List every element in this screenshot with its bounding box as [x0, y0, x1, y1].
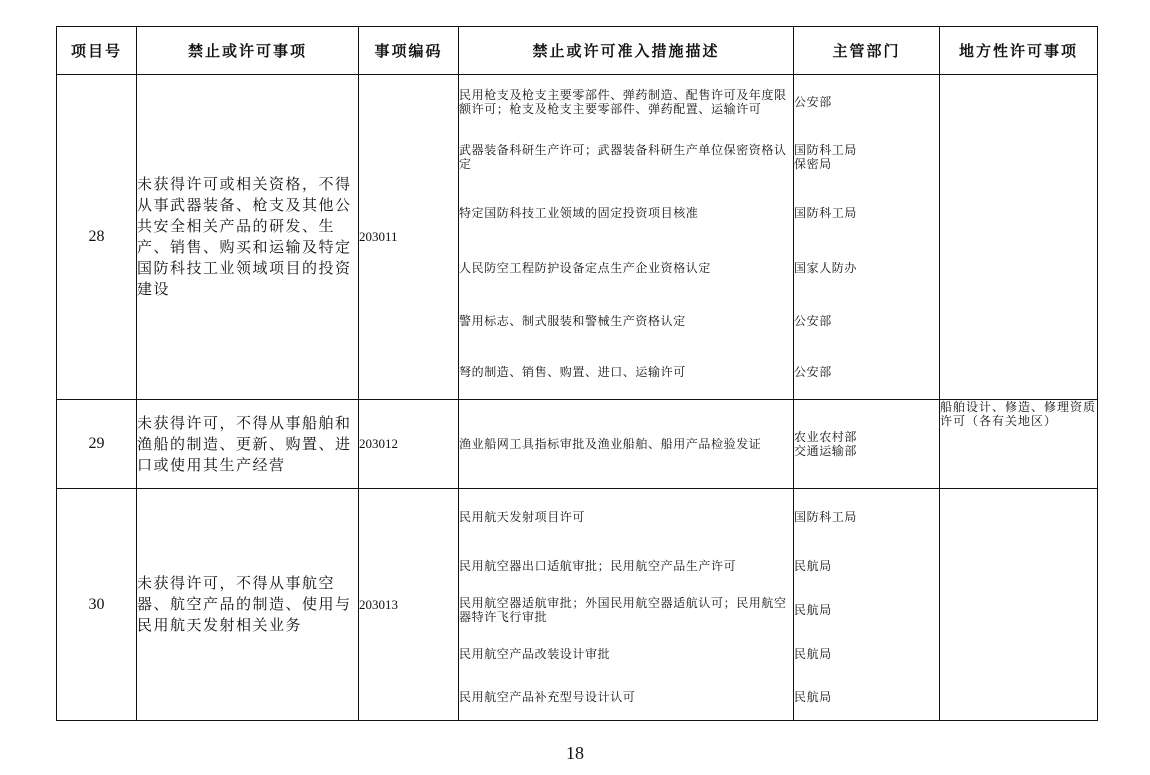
measure-description: 民用航天发射项目许可: [459, 510, 586, 524]
department: 国防科工局: [794, 205, 858, 220]
measure-description: 特定国防科技工业领域的固定投资项目核准: [459, 205, 699, 220]
measure-description: 民用航空器出口适航审批；民用航空产品生产许可: [459, 559, 737, 573]
header-item-name: 禁止或许可事项: [137, 27, 359, 75]
department: 民航局: [794, 603, 832, 617]
measure-description: 民用航空产品补充型号设计认可: [459, 690, 636, 704]
header-local-license: 地方性许可事项: [940, 27, 1098, 75]
item-name: 未获得许可或相关资格，不得从事武器装备、枪支及其他公共安全相关产品的研发、生产、销售、购买和运输及特定国防科技工业领域项目的投资建设: [137, 75, 359, 400]
page-number: 18: [566, 743, 584, 763]
department: 农业农村部 交通运输部: [794, 430, 858, 458]
local-license: [940, 75, 1098, 400]
item-code: 203012: [359, 400, 459, 489]
table-row: [57, 75, 1098, 400]
department-cell: [794, 489, 940, 721]
item-code: 203013: [359, 489, 459, 721]
measure-description: 弩的制造、销售、购置、进口、运输许可: [459, 365, 686, 379]
header-item-number: 项目号: [57, 27, 137, 75]
measure-description: 人民防空工程防护设备定点生产企业资格认定: [459, 260, 712, 275]
header-item-code: 事项编码: [359, 27, 459, 75]
measure-description: 渔业船网工具指标审批及渔业船舶、船用产品检验发证: [459, 437, 762, 451]
header-department: 主管部门: [794, 27, 940, 75]
regulation-table: [56, 26, 1098, 721]
item-name: 未获得许可，不得从事船舶和渔船的制造、更新、购置、进口或使用其生产经营: [137, 400, 359, 489]
item-number: 30: [57, 489, 137, 721]
department: 国防科工局 保密局: [794, 143, 858, 171]
measure-description: 民用航空器适航审批；外国民用航空器适航认可；民用航空器特许飞行审批: [459, 596, 787, 624]
measure-description-cell: [459, 489, 794, 721]
item-number: 29: [57, 400, 137, 489]
local-license: [940, 489, 1098, 721]
header-measure-description: 禁止或许可准入措施描述: [459, 27, 794, 75]
measure-description: 民用枪支及枪支主要零部件、弹药制造、配售许可及年度限额许可；枪支及枪支主要零部件、弹药配置、运输许可: [459, 88, 787, 116]
table-header-row: [57, 27, 1098, 75]
department: 国防科工局: [794, 510, 858, 524]
item-code: 203011: [359, 75, 459, 400]
table-row: [57, 489, 1098, 721]
department: 公安部: [794, 365, 832, 379]
department: 民航局: [794, 647, 832, 661]
item-number: 28: [57, 75, 137, 400]
measure-description: 民用航空产品改装设计审批: [459, 647, 611, 661]
measure-description: 武器装备科研生产许可；武器装备科研生产单位保密资格认定: [459, 143, 787, 171]
department: 民航局: [794, 690, 832, 704]
department-cell: [794, 75, 940, 400]
department: 公安部: [794, 95, 832, 109]
item-name: 未获得许可，不得从事航空器、航空产品的制造、使用与民用航天发射相关业务: [137, 489, 359, 721]
department: 国家人防办: [794, 260, 858, 275]
measure-description-cell: [459, 75, 794, 400]
department: 民航局: [794, 559, 832, 573]
table-row: [57, 400, 1098, 489]
department: 公安部: [794, 313, 832, 328]
local-license: 船舶设计、修造、修理资质许可（各有关地区）: [940, 400, 1098, 489]
department-cell: [794, 400, 940, 489]
measure-description: 警用标志、制式服装和警械生产资格认定: [459, 313, 686, 328]
measure-description-cell: [459, 400, 794, 489]
